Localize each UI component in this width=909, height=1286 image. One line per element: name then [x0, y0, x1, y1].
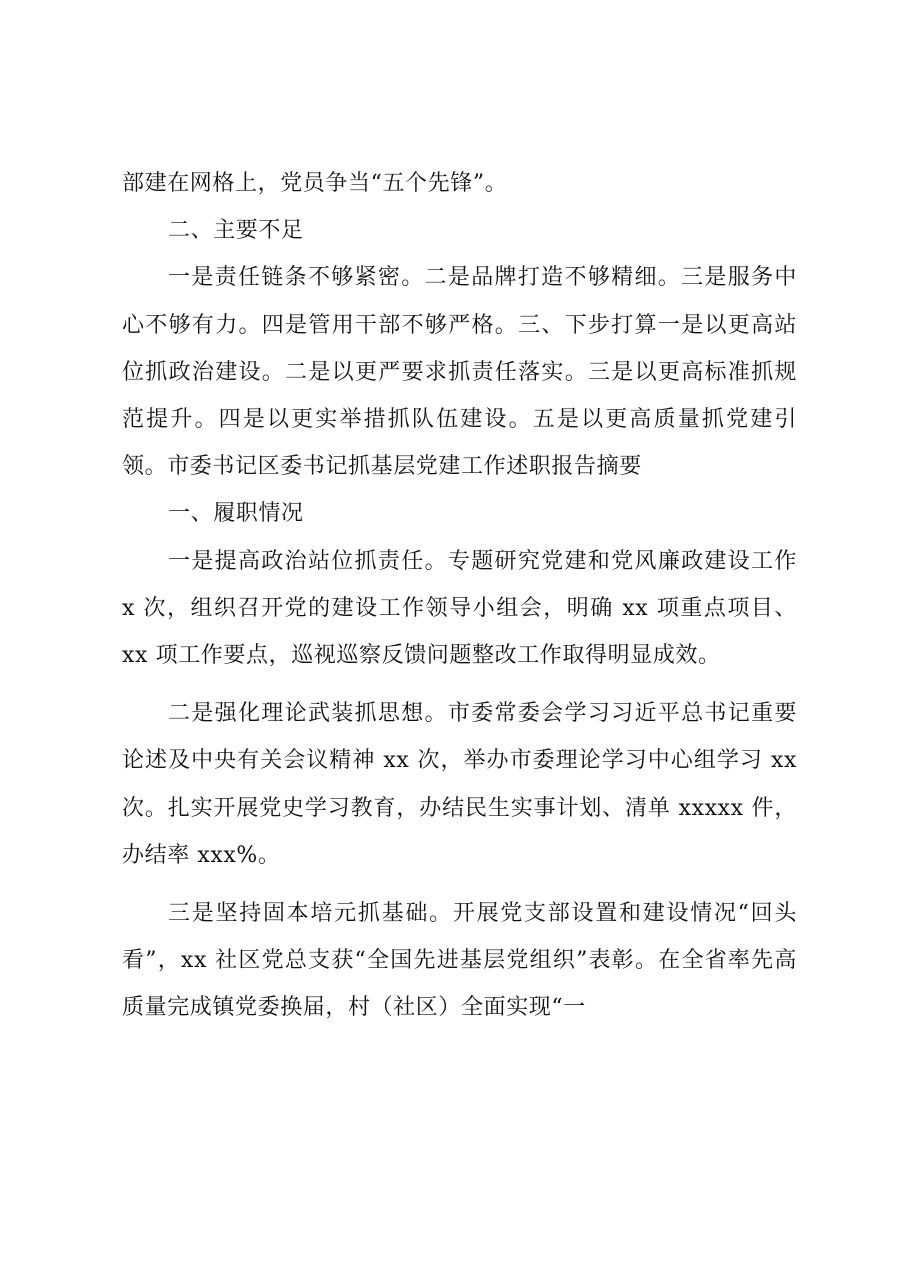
- paragraph-continuation: 部建在网格上，党员争当“五个先锋”。: [122, 171, 508, 196]
- paragraph-political-responsibility: 一是提高政治站位抓责任。专题研究党建和党风廉政建设工作 x 次，组织召开党的建设工作领导小组会，明确 xx 项重点项目、xx 项工作要点，巡视巡察反馈问题整改工作取得明显成效。: [122, 548, 797, 669]
- paragraph-shortcomings-and-plans: 一是责任链条不够紧密。二是品牌打造不够精细。三是服务中心不够有力。四是管用干部不够严格。三、下步打算一是以更高站位抓政治建设。二是以更严要求抓责任落实。三是以更高标准抓规范提升。四是以更实举措抓队伍建设。五是以更高质量抓党建引领。市委书记区委书记抓基层党建工作述职报告摘要: [122, 265, 797, 480]
- paragraph-theory-study: 二是强化理论武装抓思想。市委常委会学习习近平总书记重要论述及中央有关会议精神 xx 次，举办市委理论学习中心组学习 xx 次。扎实开展党史学习教育，办结民生实事计划、清单 xxxxx 件，办结率 xxx%。: [122, 701, 797, 868]
- paragraph-foundation-building: 三是坚持固本培元抓基础。开展党支部设置和建设情况“回头看”，xx 社区党总支获“全国先进基层党组织”表彰。在全省率先高质量完成镇党委换届，村（社区）全面实现“一: [122, 901, 797, 1021]
- section-heading-shortcomings: 二、主要不足: [168, 218, 304, 244]
- section-heading-duty-performance: 一、履职情况: [168, 501, 304, 527]
- document-body: [122, 160, 797, 1032]
